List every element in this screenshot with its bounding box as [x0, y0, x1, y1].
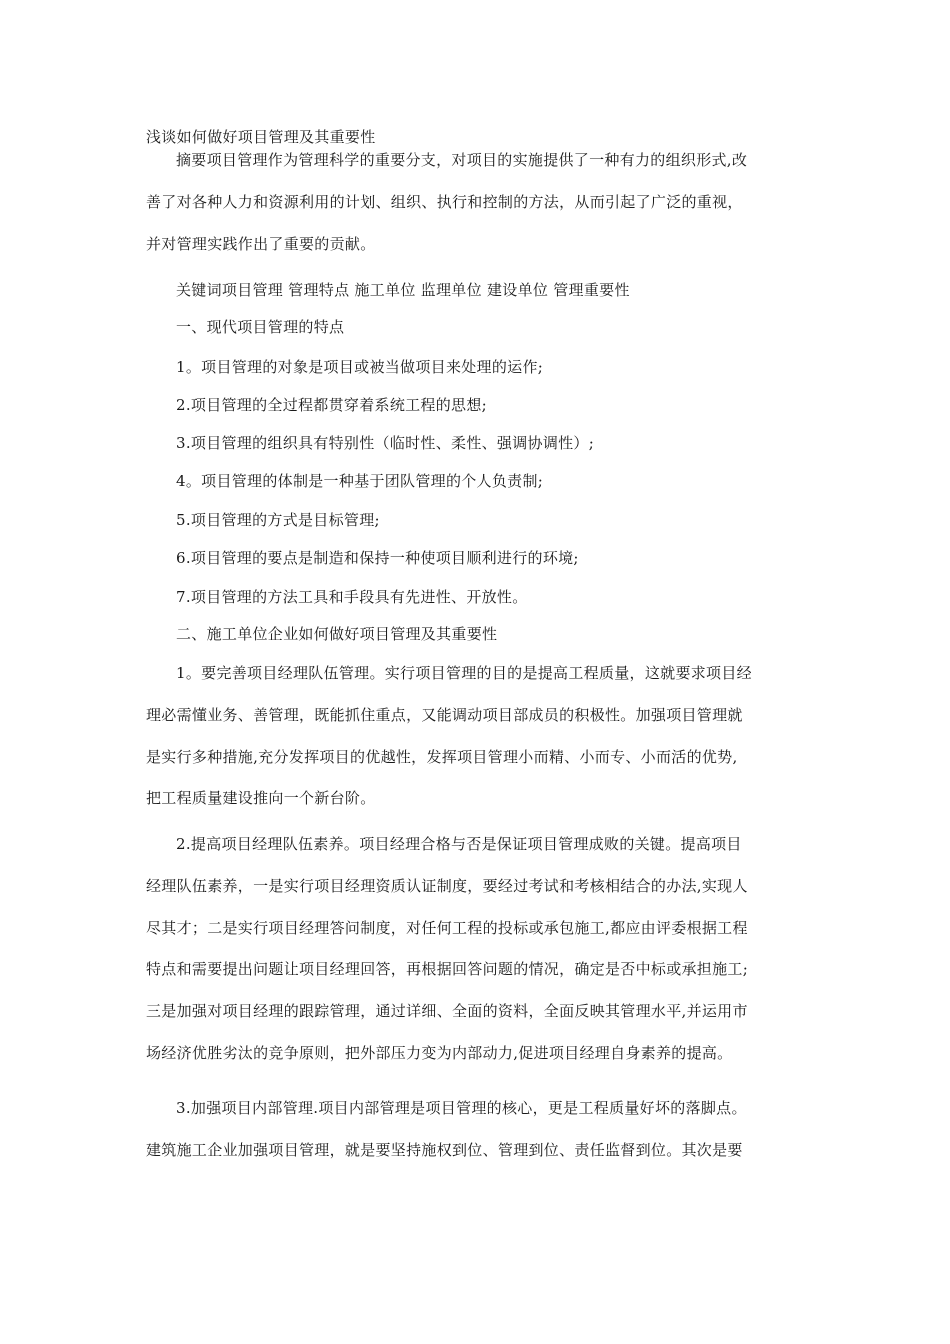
section-heading: 二、施工单位企业如何做好项目管理及其重要性: [176, 625, 498, 643]
text-line: 把工程质量建设推向一个新台阶。: [146, 789, 376, 808]
body-paragraph: [146, 833, 811, 1084]
text-line: 经理队伍素养，一是实行项目经理资质认证制度，要经过考试和考核相结合的办法,实现人: [146, 876, 748, 895]
text-line: 场经济优胜劣汰的竞争原则，把外部压力变为内部动力,促进项目经理自身素养的提高。: [146, 1043, 733, 1062]
text-line: 尽其才；二是实行项目经理答问制度，对任何工程的投标或承包施工,都应由评委根据工程: [146, 918, 748, 937]
body-paragraph: [146, 662, 811, 829]
text-line: 3.加强项目内部管理.项目内部管理是项目管理的核心，更是工程质量好坏的落脚点。: [176, 1099, 747, 1117]
list-item: 2.项目管理的全过程都贯穿着系统工程的思想;: [176, 396, 487, 414]
text-line: 摘要项目管理作为管理科学的重要分支，对项目的实施提供了一种有力的组织形式,改: [176, 151, 748, 169]
text-line: 三是加强对项目经理的跟踪管理，通过详细、全面的资料，全面反映其管理水平,并运用市: [146, 1002, 748, 1021]
text-line: 理必需懂业务、善管理，既能抓住重点，又能调动项目部成员的积极性。加强项目管理就: [146, 705, 743, 724]
text-line: 善了对各种人力和资源利用的计划、组织、执行和控制的方法，从而引起了广泛的重视，: [146, 192, 743, 211]
document-title: 浅谈如何做好项目管理及其重要性: [146, 128, 376, 146]
text-line: 并对管理实践作出了重要的贡献。: [146, 234, 376, 253]
text-line: 2.提高项目经理队伍素养。项目经理合格与否是保证项目管理成败的关键。提高项目: [176, 835, 742, 853]
list-item: 6.项目管理的要点是制造和保持一种使项目顺利进行的环境;: [176, 549, 579, 567]
text-line: 是实行多种措施,充分发挥项目的优越性，发挥项目管理小而精、小而专、小而活的优势,: [146, 747, 738, 766]
list-item: 7.项目管理的方法工具和手段具有先进性、开放性。: [176, 588, 528, 606]
body-paragraph: [146, 1097, 811, 1181]
list-item: 3.项目管理的组织具有特别性（临时性、柔性、强调协调性）;: [176, 434, 595, 452]
abstract-paragraph: [146, 149, 811, 274]
text-line: 特点和需要提出问题让项目经理回答，再根据回答问题的情况，确定是否中标或承担施工;: [146, 960, 749, 979]
text-line: 1。要完善项目经理队伍管理。实行项目管理的目的是提高工程质量，这就要求项目经: [176, 664, 752, 682]
list-item: 5.项目管理的方式是目标管理;: [176, 511, 380, 529]
list-item: 4。项目管理的体制是一种基于团队管理的个人负责制;: [176, 472, 544, 490]
text-line: 建筑施工企业加强项目管理，就是要坚持施权到位、管理到位、责任监督到位。其次是要: [146, 1140, 743, 1159]
list-item: 1。项目管理的对象是项目或被当做项目来处理的运作;: [176, 358, 544, 376]
section-heading: 一、现代项目管理的特点: [176, 318, 345, 336]
keywords-line: 关键词项目管理 管理特点 施工单位 监理单位 建设单位 管理重要性: [176, 281, 630, 299]
